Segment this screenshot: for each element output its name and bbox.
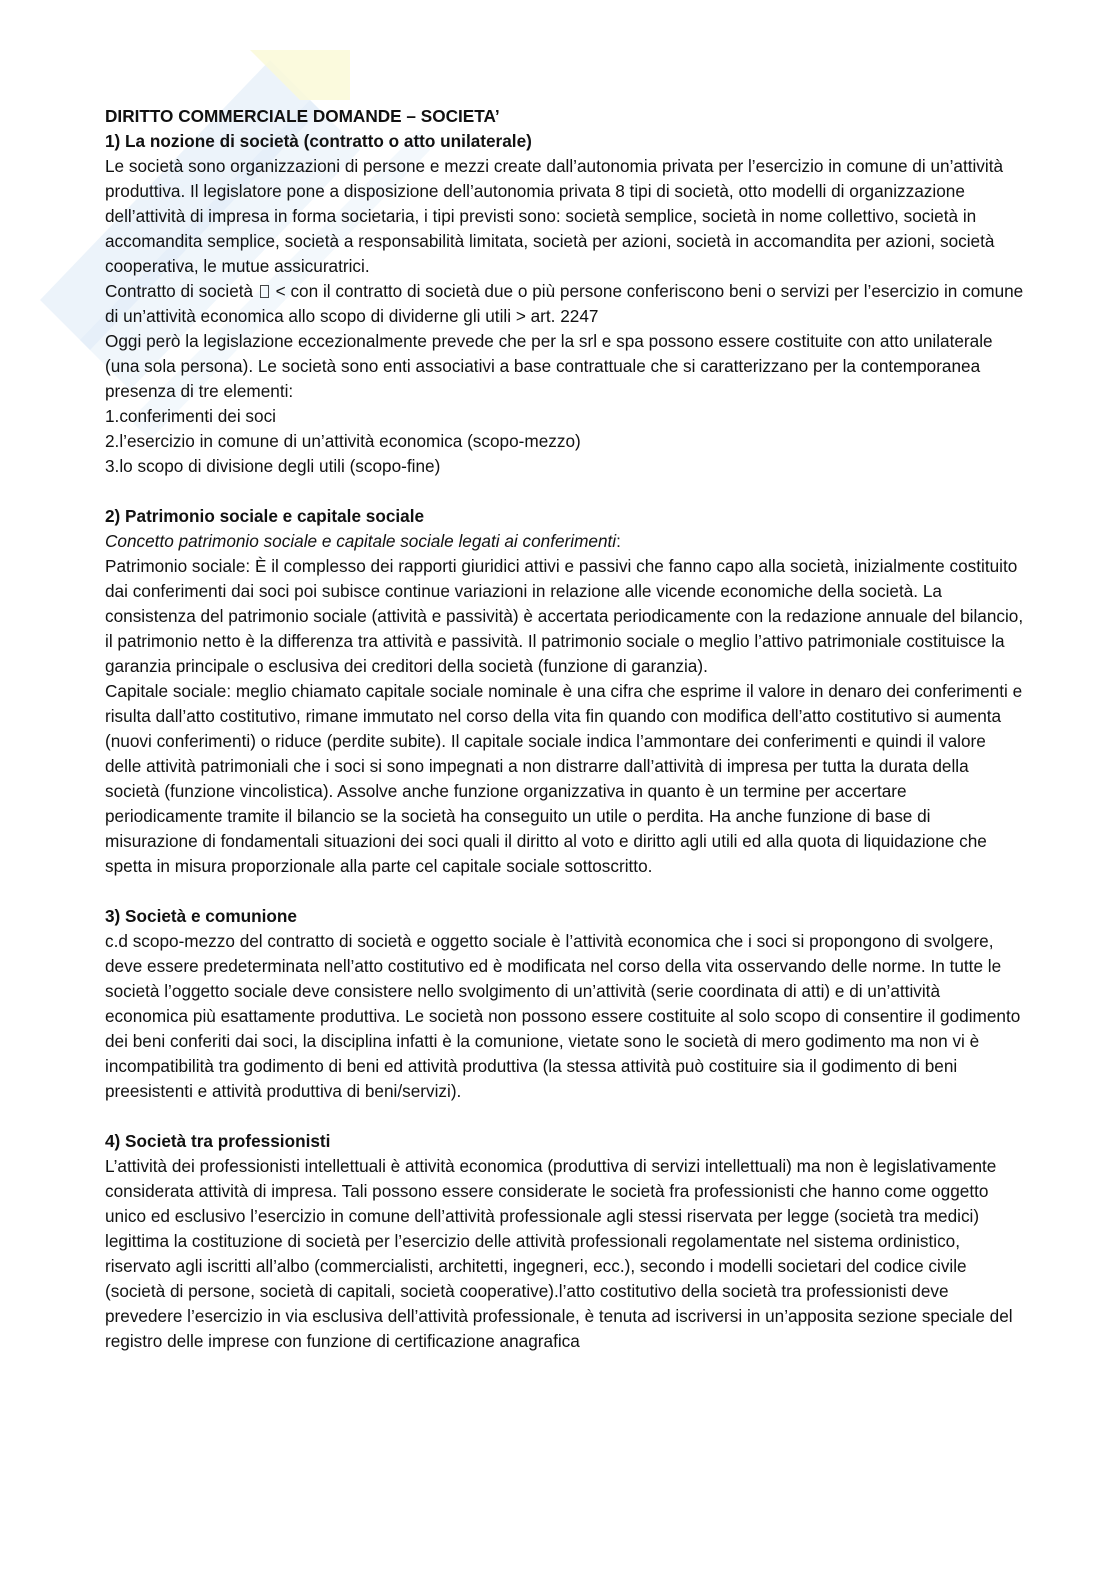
list-item: 1.conferimenti dei soci <box>105 406 277 426</box>
section-heading: 3) Società e comunione <box>105 906 297 926</box>
missing-glyph-icon <box>260 285 269 298</box>
section-subtitle: Concetto patrimonio sociale e capitale sociale legati ai conferimenti: <box>105 531 621 551</box>
paragraph: Capitale sociale: meglio chiamato capitale sociale nominale è una cifra che esprime il valore in denaro dei conferimenti e risulta dall’atto costitutivo, rimane immutato nel corso della vita fin quando con modifica dell’atto costitutivo si aumenta (nuovi conferimenti) o riduce (perdite subite). Il capitale sociale indica l’ammontare dei conferimenti e quindi il valore delle attività patrimoniali che i soci si sono impegnati a non distrarre dall’attività di impresa per tutta la durata della società (funzione vincolistica). Assolve anche funzione organizzativa in quanto è un termine per accertare periodicamente tramite il bilancio se la società ha conseguito un utile o perdita. Ha anche funzione di base di misurazione di fondamentali situazioni dei soci quali il diritto al voto e diritto agli utili ed alla quota di liquidazione che spetta in misura proporzionale alla parte cel capitale sociale sottoscritto. <box>105 681 1023 876</box>
section-heading: 1) La nozione di società (contratto o atto unilaterale) <box>105 131 532 151</box>
paragraph <box>105 279 1025 329</box>
paragraph: Patrimonio sociale: È il complesso dei rapporti giuridici attivi e passivi che fanno capo alla società, inizialmente costituito dai conferimenti dai soci poi subisce continue variazioni in relazione alle vicende economiche della società. La consistenza del patrimonio sociale (attività e passività) è accertata periodicamente con la redazione annuale del bilancio, il patrimonio netto è la differenza tra attività e passività. Il patrimonio sociale o meglio l’attivo patrimoniale costituisce la garanzia principale o esclusiva dei creditori della società (funzione di garanzia). <box>105 556 1024 676</box>
paragraph: Oggi però la legislazione eccezionalmente prevede che per la srl e spa possono essere costituite con atto unilaterale (una sola persona). Le società sono enti associativi a base contrattuale che si caratterizzano per la contemporanea presenza di tre elementi: <box>105 331 993 401</box>
paragraph: legittima la costituzione di società per l’esercizio delle attività professionali regolamentate nel sistema ordinistico, riservato agli iscritti all’albo (commercialisti, architetti, ingegneri, ecc.), secondo i modelli societari del codice civile (società di persone, società di capitali, società cooperative).l’atto costitutivo della società tra professionisti deve prevedere l’esercizio in via esclusiva dell’attività professionale, è tenuta ad iscriversi in un’apposita sezione speciale del registro delle imprese con funzione di certificazione anagrafica <box>105 1231 1013 1351</box>
contract-label: Contratto di società <box>105 281 254 301</box>
document-page <box>105 104 1025 1354</box>
section-heading: 4) Società tra professionisti <box>105 1131 331 1151</box>
list-item: 2.l’esercizio in comune di un’attività economica (scopo-mezzo) <box>105 431 581 451</box>
paragraph: L’attività dei professionisti intellettuali è attività economica (produttiva di servizi intellettuali) ma non è legislativamente considerata attività di impresa. Tali possono essere considerate le società fra professionisti che hanno come oggetto unico ed esclusivo l’esercizio in comune dell’attività professionale agli stessi riservata per legge (società tra medici) <box>105 1156 997 1226</box>
list-item: 3.lo scopo di divisione degli utili (scopo-fine) <box>105 456 441 476</box>
paragraph: c.d scopo-mezzo del contratto di società e oggetto sociale è l’attività economica che i soci si propongono di svolgere, deve essere predeterminata nell’atto costitutivo ed è modificata nel corso della vita osservando delle norme. In tutte le società l’oggetto sociale deve consistere nello svolgimento di un’attività (serie coordinata di atti) e di un’attività economica più esattamente produttiva. Le società non possono essere costituite al solo scopo di consentire il godimento dei beni conferiti dai soci, la disciplina infatti è la comunione, vietate sono le società di mero godimento ma non vi è incompatibilità tra godimento di beni ed attività produttiva (la stessa attività può costituire sia il godimento di beni preesistenti e attività produttiva di beni/servizi). <box>105 931 1021 1101</box>
section-heading: 2) Patrimonio sociale e capitale sociale <box>105 506 425 526</box>
paragraph: Le società sono organizzazioni di persone e mezzi create dall’autonomia privata per l’esercizio in comune di un’attività produttiva. Il legislatore pone a disposizione dell’autonomia privata 8 tipi di società, otto modelli di organizzazione dell’attività di impresa in forma societaria, i tipi previsti sono: società semplice, società in nome collettivo, società in accomandita semplice, società a responsabilità limitata, società per azioni, società in accomandita per azioni, società cooperativa, le mutue assicuratrici. <box>105 156 1004 276</box>
document-title: DIRITTO COMMERCIALE DOMANDE – SOCIETA’ <box>105 106 500 126</box>
contract-definition: < con il contratto di società due o più persone conferiscono beni o servizi per l’esercizio in comune di un’attività economica allo scopo di dividerne gli utili > art. 2247 <box>105 281 1024 326</box>
